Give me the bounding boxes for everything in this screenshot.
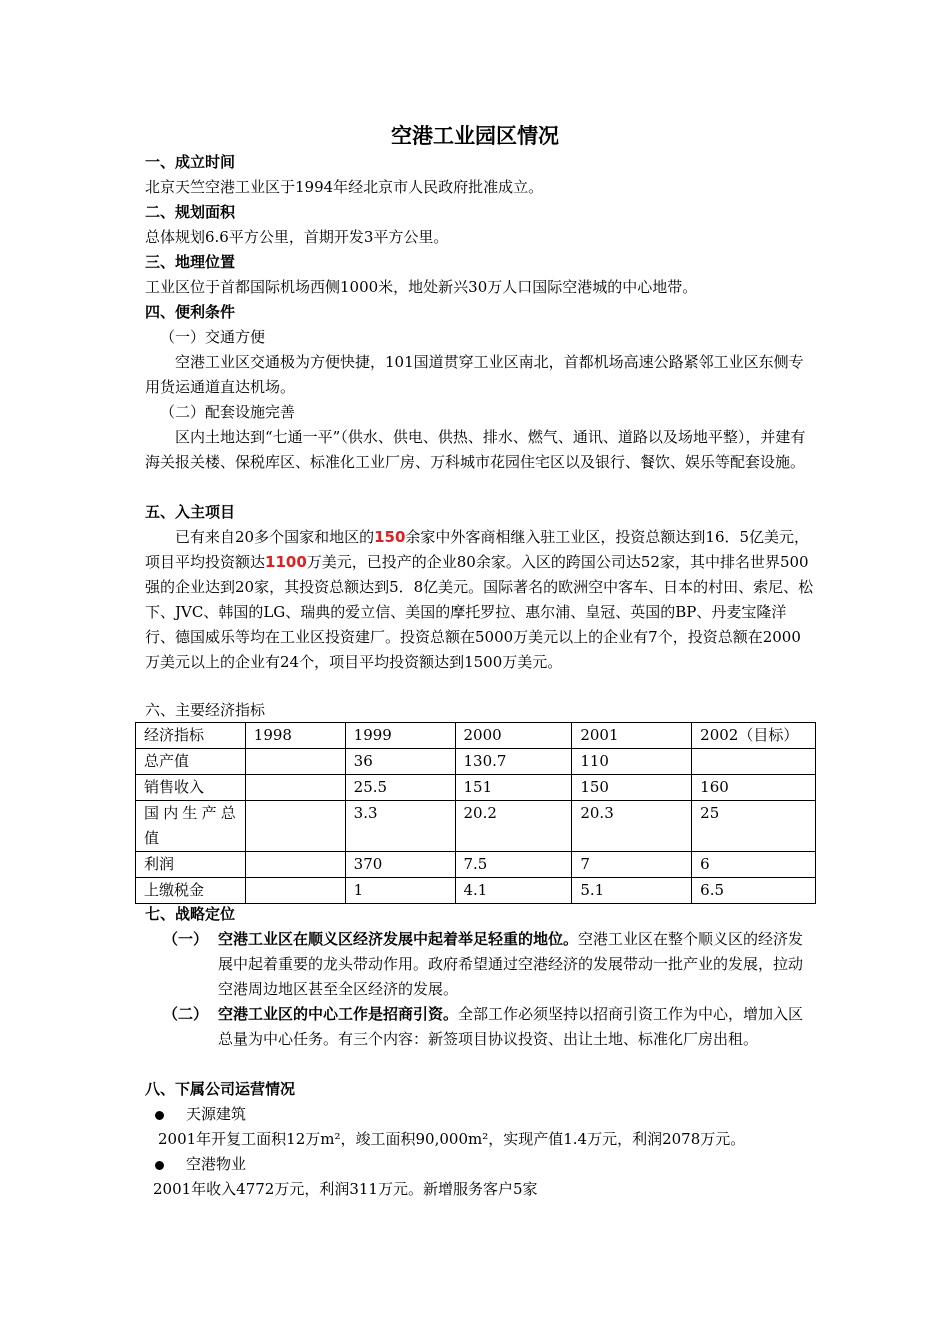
section-3-text: 工业区位于首都国际机场西侧1000米，地处新兴30万人口国际空港城的中心地带。 (145, 278, 698, 296)
table-cell: 36 (345, 749, 455, 775)
section-5-heading: 五、入主项目 (145, 503, 236, 521)
strategy-item-2-number: （二） (163, 1005, 209, 1023)
table-cell: 上缴税金 (136, 878, 246, 904)
table-cell (245, 852, 345, 878)
highlight-1100: 1100 (265, 553, 307, 571)
section-5-text (145, 525, 815, 675)
table-cell: 25.5 (345, 775, 455, 801)
company-2-name: 空港物业 (186, 1155, 247, 1173)
section-8-heading: 八、下属公司运营情况 (145, 1080, 296, 1098)
section-5-text-part3: 万美元，已投产的企业80余家。入区的跨国公司达52家，其中排名世界500强的企业达到20家，其投资总额达到5．8亿美元。国际著名的欧洲空中客车、日本的村田、索尼、松下、JVC、韩国的LG、瑞典的爱立信、美国的摩托罗拉、惠尔浦、皇冠、英国的BP、丹麦宝隆洋行、德国威乐等均在工业区投资建厂。投资总额在5000万美元以上的企业有7个，投资总额在2000万美元以上的企业有24个，项目平均投资额达到1500万美元。 (145, 553, 814, 671)
table-cell: 150 (572, 775, 692, 801)
table-cell (245, 878, 345, 904)
strategy-item-2-bold: 空港工业区的中心工作是招商引资。 (218, 1005, 459, 1023)
company-2-text: 2001年收入4772万元，利润311万元。新增服务客户5家 (153, 1180, 538, 1198)
strategy-item-1-text: 空港工业区在整个顺义区的经济发展中起着重要的龙头带动作用。政府希望通过空港经济的发展带动一批产业的发展，拉动空港周边地区甚至全区经济的发展。 (218, 930, 804, 998)
strategy-item-1 (163, 927, 813, 1002)
table-cell: 160 (692, 775, 816, 801)
table-cell: 3.3 (345, 801, 455, 852)
table-cell: 151 (455, 775, 572, 801)
table-header-cell: 2000 (455, 723, 572, 749)
table-header-cell: 2002（目标） (692, 723, 816, 749)
table-cell: 利润 (136, 852, 246, 878)
section-4-sub2: （二）配套设施完善 (160, 403, 296, 421)
table-cell (692, 749, 816, 775)
table-cell: 总产值 (136, 749, 246, 775)
economic-indicators-table (135, 722, 816, 904)
strategy-item-2-text: 全部工作必须坚持以招商引资工作为中心，增加入区总量为中心任务。有三个内容：新签项目协议投资、出让土地、标准化厂房出租。 (218, 1005, 804, 1048)
table-cell: 130.7 (455, 749, 572, 775)
table-header-row (136, 723, 816, 749)
section-2-text: 总体规划6.6平方公里，首期开发3平方公里。 (145, 228, 449, 246)
highlight-150: 150 (374, 528, 406, 546)
section-3-heading: 三、地理位置 (145, 253, 236, 271)
table-header-cell: 1998 (245, 723, 345, 749)
table-cell: 7 (572, 852, 692, 878)
table-row (136, 775, 816, 801)
table-row (136, 852, 816, 878)
document-title: 空港工业园区情况 (391, 124, 559, 148)
table-header-cell: 经济指标 (136, 723, 246, 749)
section-1-text: 北京天竺空港工业区于1994年经北京市人民政府批准成立。 (145, 178, 544, 196)
bullet-icon (155, 1161, 164, 1170)
section-7-heading: 七、战略定位 (145, 905, 236, 923)
section-4-sub1: （一）交通方便 (160, 328, 266, 346)
company-1-item (155, 1102, 246, 1127)
table-row (136, 878, 816, 904)
company-1-name: 天源建筑 (186, 1105, 247, 1123)
section-4-heading: 四、便利条件 (145, 303, 236, 321)
table-header-cell: 2001 (572, 723, 692, 749)
table-cell: 4.1 (455, 878, 572, 904)
table-row (136, 749, 816, 775)
section-6-heading: 六、主要经济指标 (145, 701, 266, 719)
table-cell: 7.5 (455, 852, 572, 878)
table-cell (245, 801, 345, 852)
table-cell: 370 (345, 852, 455, 878)
section-5-text-part2: 余家中外客商相继入驻工业区，投资总额达到16．5亿美元，项目平均投资额达 (145, 528, 810, 571)
bullet-icon (155, 1111, 164, 1120)
table-row (136, 801, 816, 852)
table-cell: 国内生产总值 (136, 801, 246, 852)
table-cell: 1 (345, 878, 455, 904)
section-4-text1: 空港工业区交通极为方便快捷，101国道贯穿工业区南北，首都机场高速公路紧邻工业区东侧专用货运通道直达机场。 (145, 353, 804, 396)
table-cell: 20.3 (572, 801, 692, 852)
table-cell (245, 749, 345, 775)
table-cell: 6 (692, 852, 816, 878)
company-1-text: 2001年开复工面积12万m²，竣工面积90,000m²，实现产值1.4万元，利润2078万元。 (158, 1130, 746, 1148)
table-cell: 销售收入 (136, 775, 246, 801)
section-2-heading: 二、规划面积 (145, 203, 236, 221)
table-cell: 5.1 (572, 878, 692, 904)
table-cell: 6.5 (692, 878, 816, 904)
strategy-item-1-bold: 空港工业区在顺义区经济发展中起着举足轻重的地位。 (218, 930, 579, 948)
table-header-cell: 1999 (345, 723, 455, 749)
table-cell: 20.2 (455, 801, 572, 852)
section-1-heading: 一、成立时间 (145, 153, 236, 171)
strategy-item-1-number: （一） (163, 930, 209, 948)
section-5-text-part1: 已有来自20多个国家和地区的 (175, 528, 375, 546)
table-cell (245, 775, 345, 801)
strategy-item-2 (163, 1002, 813, 1052)
company-2-item (155, 1152, 246, 1177)
table-cell: 110 (572, 749, 692, 775)
section-4-text2: 区内土地达到“七通一平”（供水、供电、供热、排水、燃气、通讯、道路以及场地平整），并建有海关报关楼、保税库区、标准化工业厂房、万科城市花园住宅区以及银行、餐饮、娱乐等配套设施。 (145, 428, 806, 471)
table-cell: 25 (692, 801, 816, 852)
